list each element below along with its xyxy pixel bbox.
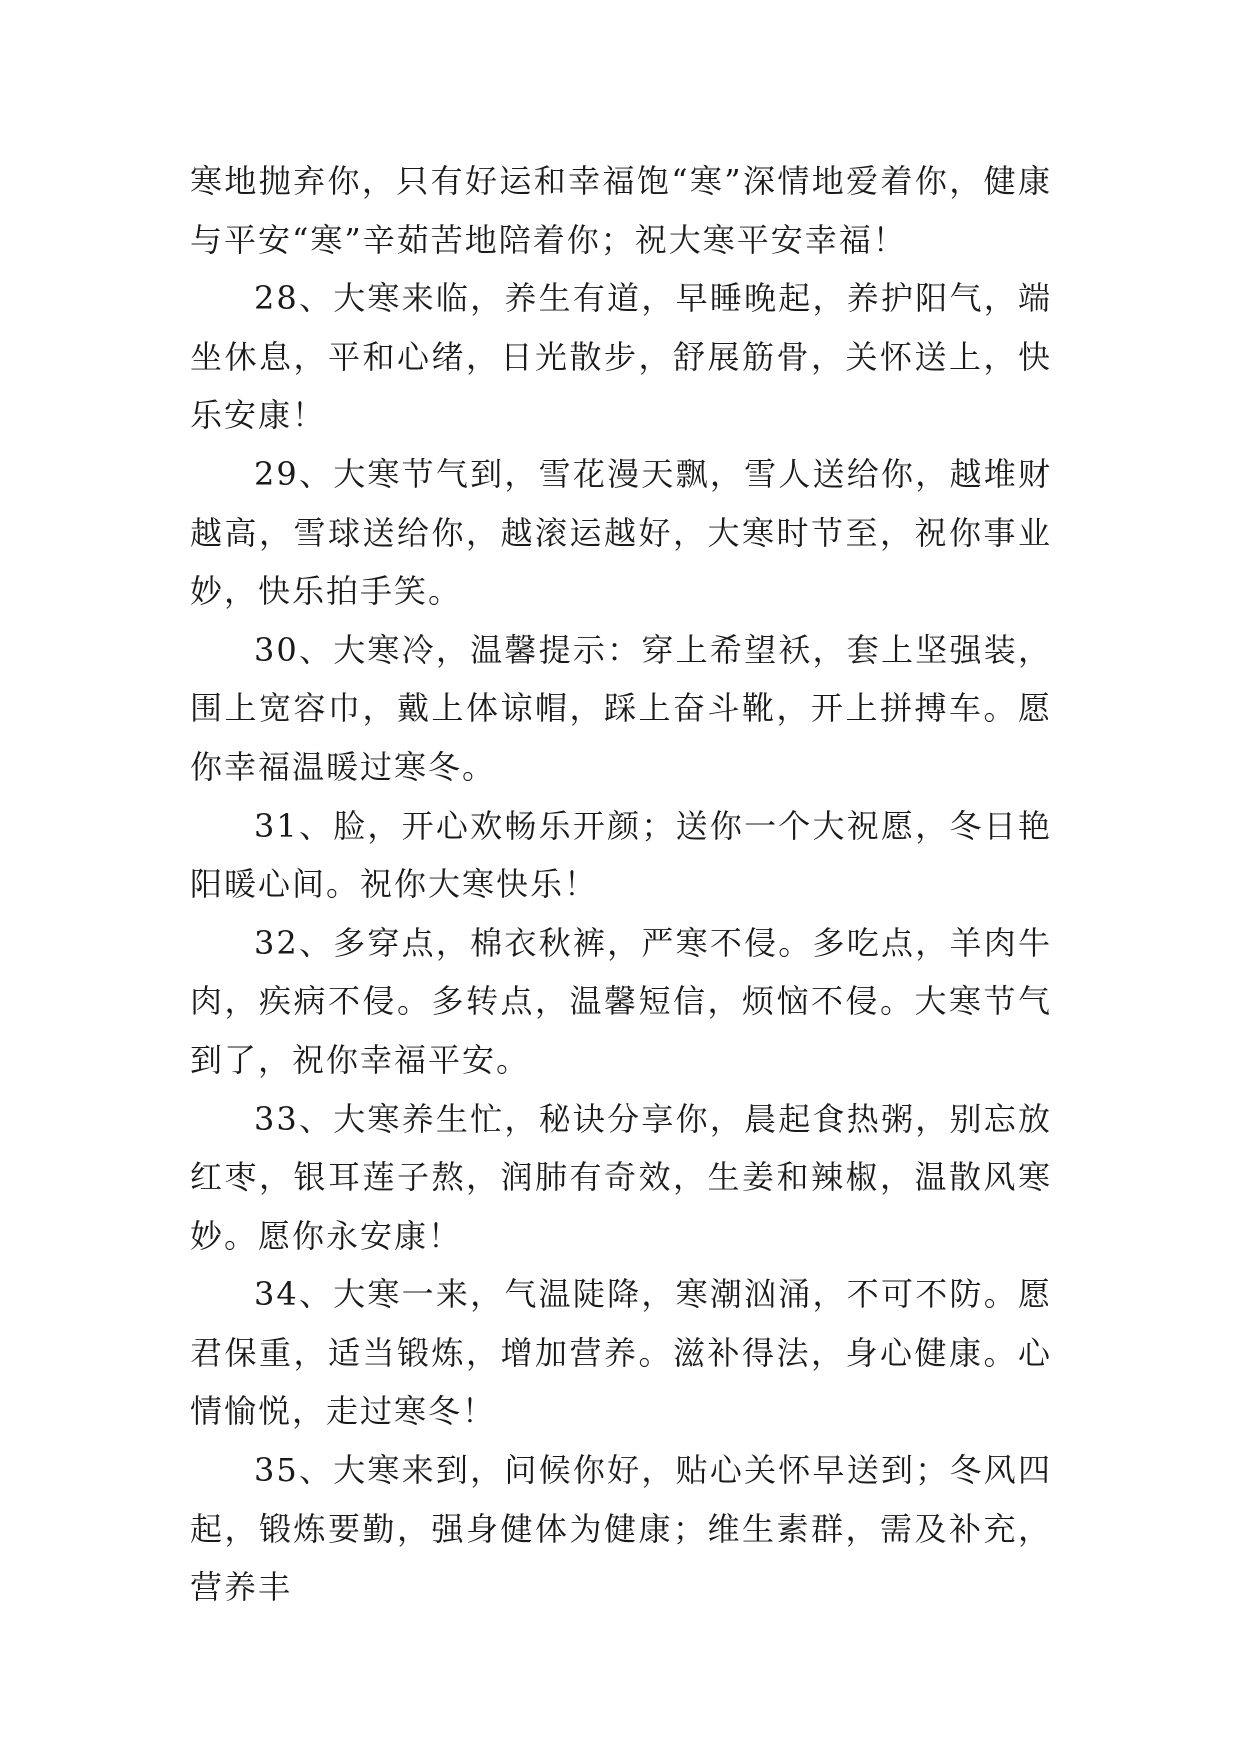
paragraph-35: 35、大寒来到，问候你好，贴心关怀早送到；冬风四起，锻炼要勤，强身健体为健康；维生素群，需及补充，营养丰 [190,1451,1052,1607]
paragraph-34: 34、大寒一来，气温陡降，寒潮汹涌，不可不防。愿君保重，适当锻炼，增加营养。滋补得法，身心健康。心情愉悦，走过寒冬！ [190,1275,1052,1431]
paragraph-33: 33、大寒养生忙，秘诀分享你，晨起食热粥，别忘放红枣，银耳莲子熬，润肺有奇效，生姜和辣椒，温散风寒妙。愿你永安康！ [190,1099,1052,1255]
paragraph-30: 30、大寒冷，温馨提示：穿上希望袄，套上坚强装，围上宽容巾，戴上体谅帽，踩上奋斗靴，开上拼搏车。愿你幸福温暖过寒冬。 [190,630,1052,786]
paragraph-29: 29、大寒节气到，雪花漫天飘，雪人送给你，越堆财越高，雪球送给你，越滚运越好，大寒时节至，祝你事业妙，快乐拍手笑。 [190,454,1052,611]
paragraph-31: 31、脸，开心欢畅乐开颜；送你一个大祝愿，冬日艳阳暖心间。祝你大寒快乐！ [190,806,1052,904]
paragraph-32: 32、多穿点，棉衣秋裤，严寒不侵。多吃点，羊肉牛肉，疾病不侵。多转点，温馨短信，烦恼不侵。大寒节气到了，祝你幸福平安。 [190,923,1052,1079]
paragraph-28: 28、大寒来临，养生有道，早睡晚起，养护阳气，端坐休息，平和心绪，日光散步，舒展筋骨，关怀送上，快乐安康！ [190,279,1052,435]
document-body [190,152,1052,1617]
paragraph-continuation: 寒地抛弃你，只有好运和幸福饱“寒”深情地爱着你，健康与平安“寒”辛茹苦地陪着你；祝大寒平安幸福！ [190,162,1052,259]
